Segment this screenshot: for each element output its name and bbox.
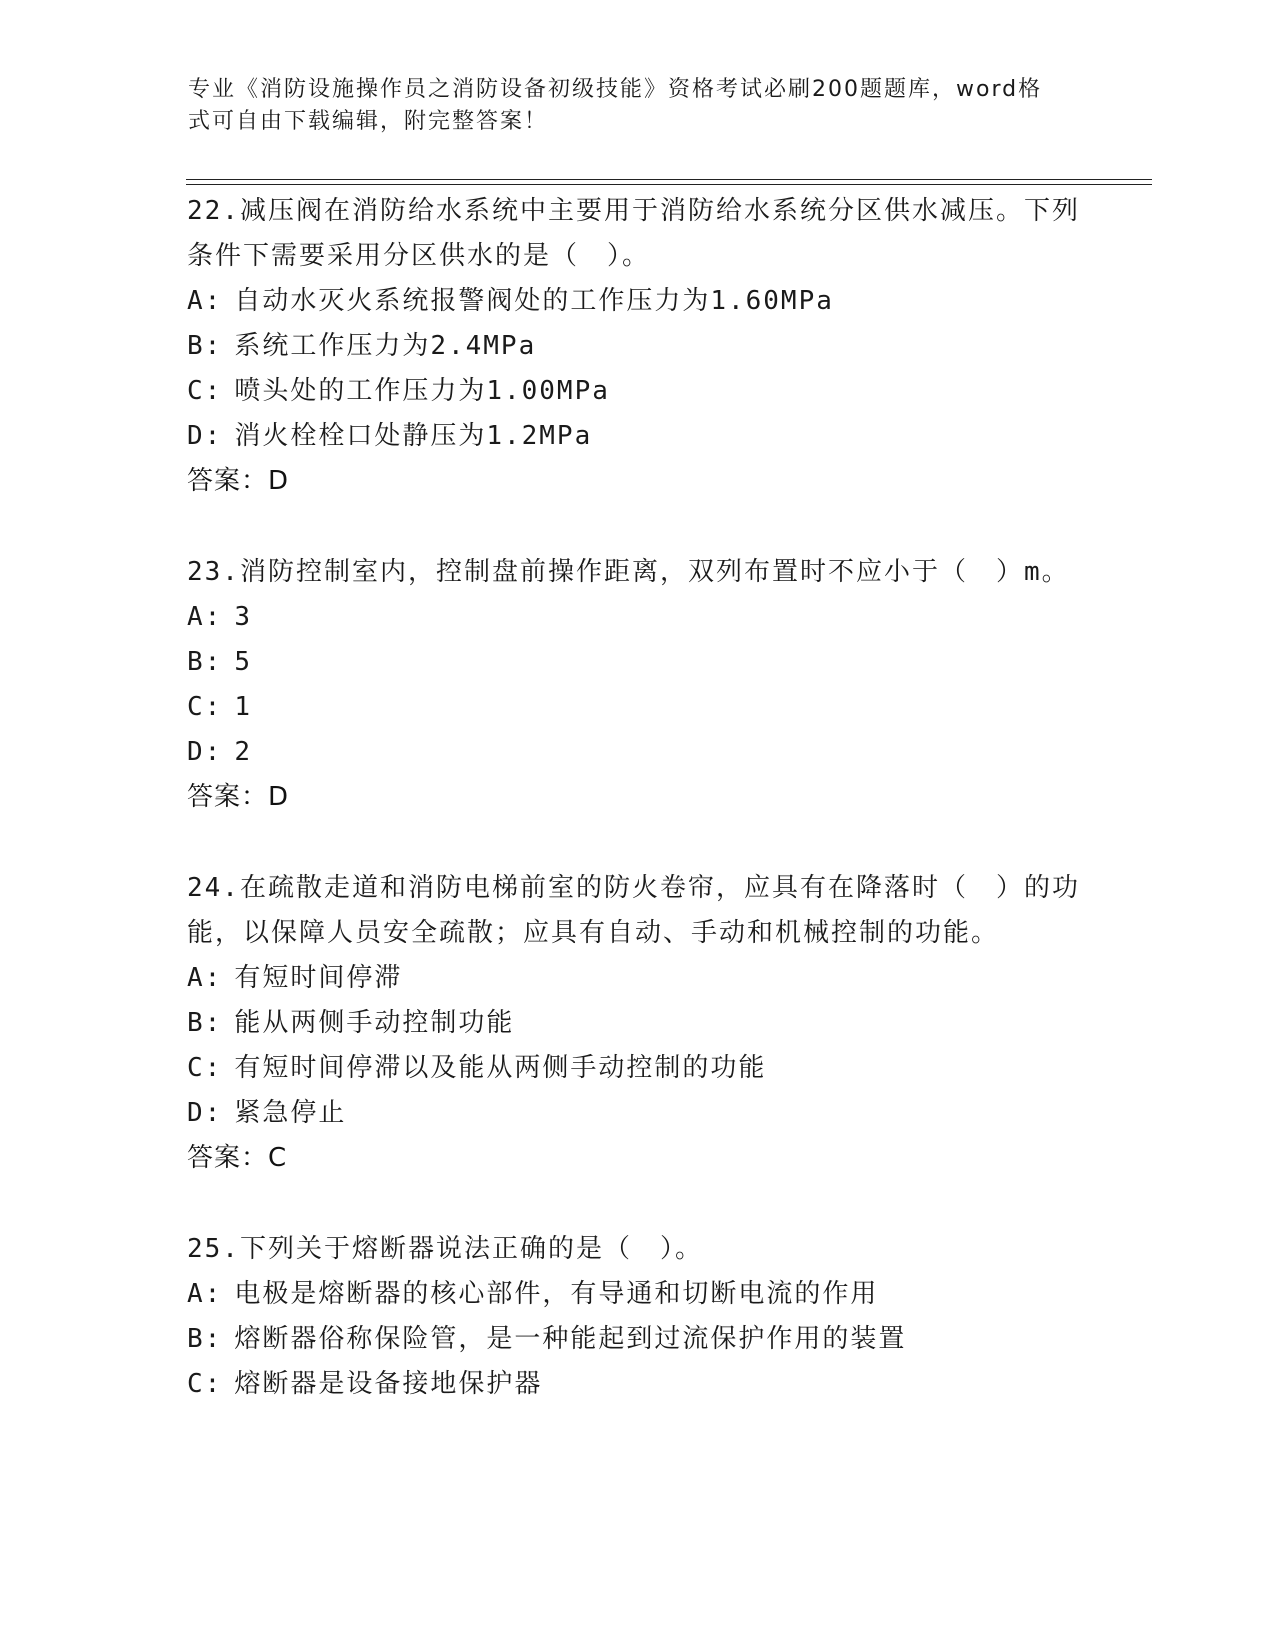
option-separator: :	[204, 963, 223, 993]
option-d	[187, 730, 1087, 775]
option-text: 喷头处的工作压力为1.00MPa	[234, 376, 610, 406]
question-22	[187, 189, 1087, 504]
option-text: 3	[234, 602, 252, 632]
option-a	[187, 1272, 1087, 1317]
answer-line: 答案：D	[187, 466, 290, 496]
option-separator: :	[204, 1279, 223, 1309]
option-letter: D	[187, 737, 205, 767]
option-letter: B	[187, 331, 205, 361]
option-c	[187, 369, 1087, 414]
option-a	[187, 956, 1087, 1001]
option-separator: :	[204, 286, 223, 316]
option-separator: :	[204, 421, 223, 451]
option-letter: A	[187, 1279, 205, 1309]
option-b	[187, 640, 1087, 685]
option-c	[187, 685, 1087, 730]
option-separator: :	[204, 376, 223, 406]
header-line-2: 式可自由下载编辑，附完整答案！	[188, 109, 549, 134]
header-divider-bottom	[186, 184, 1152, 185]
option-separator: :	[204, 692, 223, 722]
option-letter: C	[187, 1053, 205, 1083]
question-23	[187, 550, 1087, 820]
option-b	[187, 1317, 1087, 1362]
option-text: 2	[234, 737, 252, 767]
option-letter: B	[187, 647, 205, 677]
option-text: 电极是熔断器的核心部件，有导通和切断电流的作用	[234, 1279, 879, 1309]
question-stem: 22.减压阀在消防给水系统中主要用于消防给水系统分区供水减压。下列条件下需要采用分区供水的是（ ）。	[187, 196, 1080, 271]
question-24	[187, 866, 1087, 1181]
option-text: 熔断器俗称保险管，是一种能起到过流保护作用的装置	[234, 1324, 907, 1354]
option-c	[187, 1046, 1087, 1091]
option-separator: :	[204, 602, 223, 632]
option-separator: :	[204, 1053, 223, 1083]
question-stem: 25.下列关于熔断器说法正确的是（ ）。	[187, 1234, 703, 1264]
option-letter: D	[187, 421, 205, 451]
option-text: 能从两侧手动控制功能	[234, 1008, 515, 1038]
option-letter: C	[187, 376, 205, 406]
option-text: 紧急停止	[234, 1098, 347, 1128]
answer-line: 答案：D	[187, 782, 290, 812]
option-letter: A	[187, 286, 205, 316]
option-text: 有短时间停滞以及能从两侧手动控制的功能	[234, 1053, 767, 1083]
option-b	[187, 324, 1087, 369]
option-text: 系统工作压力为2.4MPa	[234, 331, 537, 361]
option-letter: A	[187, 963, 205, 993]
option-text: 5	[234, 647, 252, 677]
option-text: 有短时间停滞	[234, 963, 403, 993]
option-separator: :	[204, 1324, 223, 1354]
option-separator: :	[204, 1098, 223, 1128]
option-a	[187, 595, 1087, 640]
option-separator: :	[204, 1008, 223, 1038]
option-text: 1	[234, 692, 252, 722]
header-divider-top	[186, 179, 1152, 180]
option-separator: :	[204, 647, 223, 677]
option-separator: :	[204, 737, 223, 767]
option-letter: C	[187, 1369, 205, 1399]
option-b	[187, 1001, 1087, 1046]
option-separator: :	[204, 1369, 223, 1399]
header-line-1: 专业《消防设施操作员之消防设备初级技能》资格考试必刷200题题库，word格	[188, 77, 1043, 102]
option-text: 消火栓栓口处静压为1.2MPa	[234, 421, 593, 451]
answer-line: 答案：C	[187, 1143, 288, 1173]
question-25	[187, 1227, 1087, 1407]
question-stem: 24.在疏散走道和消防电梯前室的防火卷帘，应具有在降落时（ ）的功能，以保障人员安全疏散；应具有自动、手动和机械控制的功能。	[187, 873, 1080, 948]
document-header	[188, 74, 1088, 138]
option-letter: B	[187, 1324, 205, 1354]
option-c	[187, 1362, 1087, 1407]
option-separator: :	[204, 331, 223, 361]
option-letter: C	[187, 692, 205, 722]
option-letter: B	[187, 1008, 205, 1038]
option-text: 自动水灭火系统报警阀处的工作压力为1.60MPa	[234, 286, 834, 316]
option-d	[187, 414, 1087, 459]
question-list	[187, 189, 1087, 1453]
option-text: 熔断器是设备接地保护器	[234, 1369, 543, 1399]
option-letter: A	[187, 602, 205, 632]
option-a	[187, 279, 1087, 324]
question-stem: 23.消防控制室内，控制盘前操作距离，双列布置时不应小于（ ）m。	[187, 557, 1070, 587]
option-letter: D	[187, 1098, 205, 1128]
option-d	[187, 1091, 1087, 1136]
